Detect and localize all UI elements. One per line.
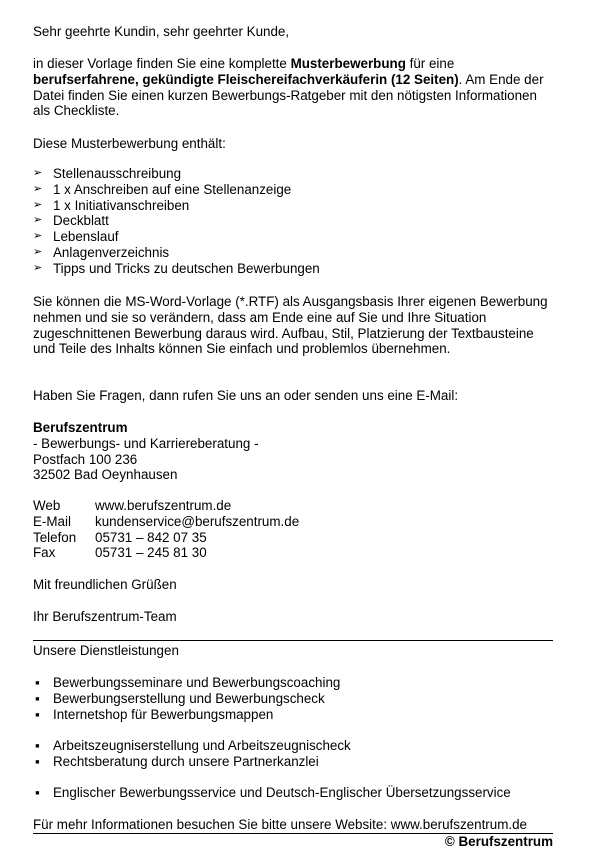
rtf-paragraph: Sie können die MS-Word-Vorlage (*.RTF) als Ausgangsbasis Ihrer eigenen Bewerbung nehmen und sie so verändern, dass am Ende eine auf Sie und Ihre Situation zugeschnittenen Bewerbung daraus wird. Aufbau, Stil, Platzierung der Textbausteine und Teile des Inhalts können Sie einfach und problemlos übernehmen.: [33, 294, 548, 357]
postbox: Postfach 100 236: [33, 451, 138, 467]
intro-text-1: in dieser Vorlage finden Sie eine komplette: [33, 56, 291, 71]
list-item-label: Stellenausschreibung: [53, 166, 182, 181]
contact-row-fax: [33, 545, 299, 561]
services-list-1: [33, 675, 340, 722]
intro-paragraph: [33, 56, 553, 119]
list-item: [33, 213, 320, 229]
company-name: Berufszentrum: [33, 420, 128, 435]
list-item-label: Deckblatt: [53, 213, 109, 229]
list-item: [33, 182, 320, 198]
square-bullet-icon: ▪: [35, 690, 40, 706]
contact-details: [33, 498, 299, 561]
contents-heading: Diese Musterbewerbung enthält:: [33, 136, 226, 151]
list-item: [33, 754, 351, 770]
service-label: Englischer Bewerbungsservice und Deutsch-Englischer Übersetzungsservice: [53, 785, 511, 800]
signoff-text: Ihr Berufszentrum-Team: [33, 609, 177, 624]
arrow-bullet-icon: ➢: [33, 261, 43, 274]
square-bullet-icon: ▪: [35, 738, 40, 753]
greeting: Sehr geehrte Kundin, sehr geehrter Kunde,: [33, 24, 290, 39]
intro-bold-1: Musterbewerbung: [290, 56, 406, 71]
intro-bold-2: berufserfahrene, gekündigte Fleischereifachverkäuferin (12 Seiten): [33, 71, 459, 87]
service-label: Bewerbungsseminare und Bewerbungscoaching: [53, 675, 341, 690]
list-item: [33, 675, 340, 691]
list-item: [33, 261, 320, 277]
arrow-bullet-icon: ➢: [33, 182, 43, 195]
list-item: [33, 245, 320, 261]
intro-text-3: . Am Ende der Datei finden Sie einen kurzen Bewerbungs-Ratgeber mit den nötigsten Informationen als Checkliste.: [33, 71, 544, 119]
arrow-bullet-icon: ➢: [33, 230, 43, 243]
service-label: Arbeitszeugniserstellung und Arbeitszeugnischeck: [53, 738, 351, 753]
arrow-bullet-icon: ➢: [33, 245, 43, 258]
contact-row-phone: [33, 530, 299, 546]
contact-label: Web: [33, 498, 61, 513]
company-subtitle: - Bewerbungs- und Karriereberatung -: [33, 435, 259, 451]
divider: [33, 640, 553, 641]
arrow-bullet-icon: ➢: [33, 214, 43, 227]
list-item-label: 1 x Anschreiben auf eine Stellenanzeige: [53, 181, 292, 197]
phone-value: 05731 – 842 07 35: [95, 529, 207, 545]
list-item-label: Anlagenverzeichnis: [53, 244, 170, 260]
square-bullet-icon: ▪: [35, 706, 40, 722]
contact-label: Fax: [33, 545, 56, 561]
services-list-2: [33, 738, 351, 770]
list-item-label: 1 x Initiativanschreiben: [53, 197, 190, 213]
contact-row-email: [33, 514, 299, 530]
service-label: Rechtsberatung durch unsere Partnerkanzlei: [53, 753, 319, 769]
contact-label: E-Mail: [33, 513, 71, 529]
contact-row-web: [33, 498, 299, 514]
website-link[interactable]: www.berufszentrum.de: [95, 498, 232, 513]
list-item: [33, 691, 340, 707]
list-item: [33, 198, 320, 214]
arrow-bullet-icon: ➢: [33, 167, 43, 179]
more-info-text: Für mehr Informationen besuchen Sie bitte unsere Website: www.berufszentrum.de: [33, 817, 527, 832]
list-item-label: Tipps und Tricks zu deutschen Bewerbungen: [53, 260, 320, 276]
email-link[interactable]: kundenservice@berufszentrum.de: [95, 513, 300, 529]
list-item: [33, 738, 351, 754]
fax-value: 05731 – 245 81 30: [95, 545, 207, 561]
square-bullet-icon: ▪: [35, 753, 40, 769]
square-bullet-icon: ▪: [35, 785, 40, 800]
copyright: © Berufszentrum: [444, 834, 553, 849]
list-item: [33, 785, 511, 801]
intro-text-2: für eine: [405, 56, 455, 71]
services-list-3: [33, 785, 511, 801]
list-item: [33, 229, 320, 245]
list-item-label: Lebenslauf: [53, 229, 119, 245]
closing-text: Mit freundlichen Grüßen: [33, 577, 177, 592]
service-label: Bewerbungserstellung und Bewerbungscheck: [53, 690, 325, 706]
contents-list: [33, 166, 320, 277]
service-label: Internetshop für Bewerbungsmappen: [53, 706, 274, 722]
city: 32502 Bad Oeynhausen: [33, 467, 178, 483]
list-item: [33, 707, 340, 723]
services-title: Unsere Dienstleistungen: [33, 643, 179, 658]
questions-text: Haben Sie Fragen, dann rufen Sie uns an oder senden uns eine E-Mail:: [33, 388, 459, 403]
company-address: [33, 420, 259, 483]
list-item: [33, 166, 320, 182]
square-bullet-icon: ▪: [35, 675, 40, 690]
contact-label: Telefon: [33, 529, 77, 545]
arrow-bullet-icon: ➢: [33, 198, 43, 211]
